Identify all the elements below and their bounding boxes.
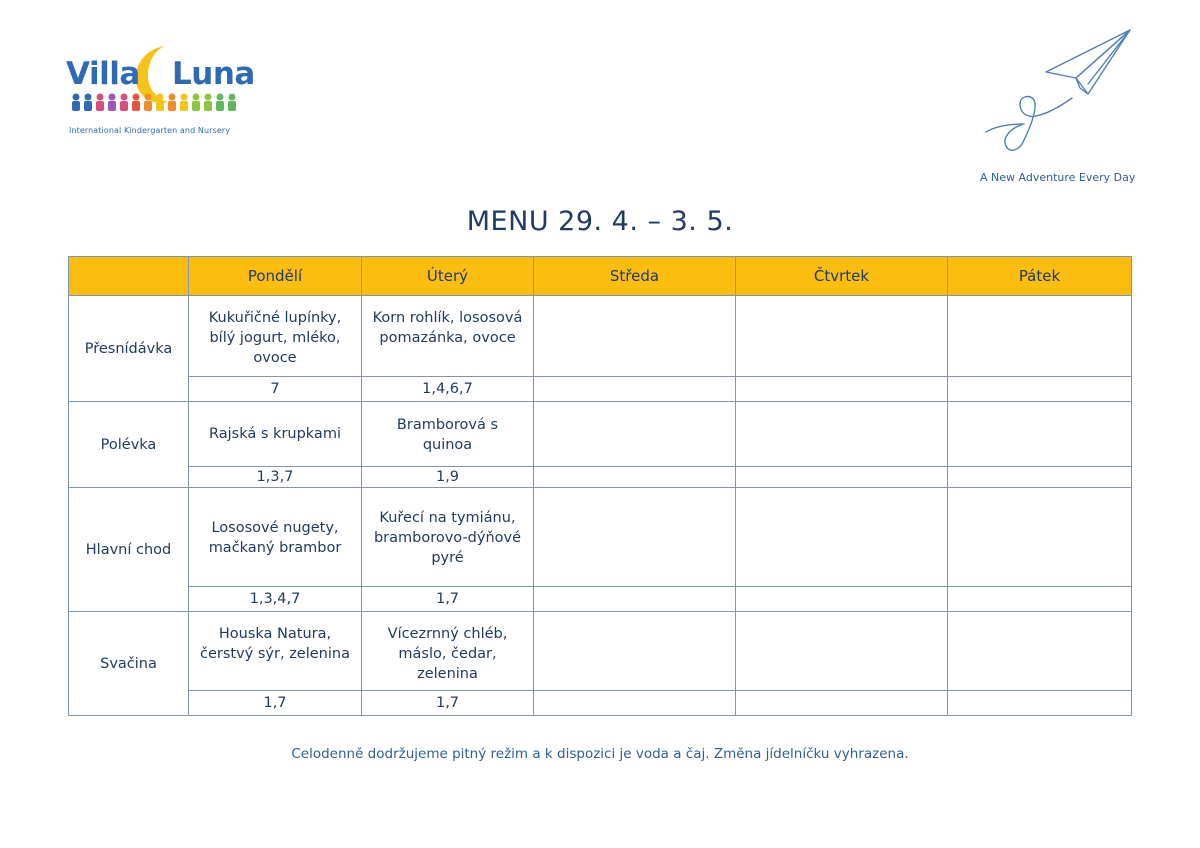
allergen-cell	[736, 467, 948, 488]
menu-cell	[736, 488, 948, 587]
allergen-cell	[948, 467, 1132, 488]
logo-word-luna: Luna	[172, 56, 255, 92]
menu-cell	[534, 402, 736, 467]
menu-table	[68, 256, 1132, 716]
allergen-cell: 1,7	[362, 691, 534, 716]
meal-label: Přesnídávka	[69, 296, 189, 402]
allergen-cell	[736, 377, 948, 402]
meal-label: Svačina	[69, 612, 189, 716]
allergen-cell: 1,3,7	[189, 467, 362, 488]
table-row	[69, 402, 1132, 467]
allergen-cell	[948, 691, 1132, 716]
allergen-cell: 7	[189, 377, 362, 402]
allergen-cell: 1,7	[189, 691, 362, 716]
allergen-row	[69, 587, 1132, 612]
menu-cell: Vícezrnný chléb, máslo, čedar, zelenina	[362, 612, 534, 691]
meal-label: Polévka	[69, 402, 189, 488]
header-day: Středa	[534, 257, 736, 296]
header-day: Pátek	[948, 257, 1132, 296]
villa-luna-logo	[66, 44, 255, 139]
header-day: Pondělí	[189, 257, 362, 296]
menu-cell	[948, 488, 1132, 587]
menu-cell: Lososové nugety, mačkaný brambor	[189, 488, 362, 587]
allergen-cell	[948, 587, 1132, 612]
menu-cell: Kukuřičné lupínky, bílý jogurt, mléko, ovoce	[189, 296, 362, 377]
menu-cell	[948, 402, 1132, 467]
paper-plane-icon	[980, 28, 1140, 160]
allergen-cell: 1,7	[362, 587, 534, 612]
menu-cell	[736, 612, 948, 691]
menu-cell	[948, 612, 1132, 691]
logo-tagline: International Kindergarten and Nursery	[69, 126, 231, 135]
menu-cell	[948, 296, 1132, 377]
menu-cell: Rajská s krupkami	[189, 402, 362, 467]
allergen-cell	[736, 691, 948, 716]
allergen-row	[69, 691, 1132, 716]
meal-label: Hlavní chod	[69, 488, 189, 612]
allergen-cell	[534, 587, 736, 612]
allergen-cell	[948, 377, 1132, 402]
header-corner	[69, 257, 189, 296]
menu-cell: Bramborová s quinoa	[362, 402, 534, 467]
table-row	[69, 612, 1132, 691]
page-title: MENU 29. 4. – 3. 5.	[466, 206, 734, 237]
footnote: Celodenně dodržujeme pitný režim a k dispozici je voda a čaj. Změna jídelníčku vyhrazena.	[291, 746, 909, 762]
table-row	[69, 296, 1132, 377]
slogan: A New Adventure Every Day	[980, 171, 1136, 184]
table-header-row	[69, 257, 1132, 296]
table-row	[69, 488, 1132, 587]
header-day: Úterý	[362, 257, 534, 296]
logo-word-villa: Villa	[66, 56, 140, 92]
menu-cell	[736, 296, 948, 377]
menu-cell: Kuřecí na tymiánu, bramborovo-dýňové pyré	[362, 488, 534, 587]
allergen-cell: 1,4,6,7	[362, 377, 534, 402]
menu-cell	[534, 488, 736, 587]
menu-cell: Korn rohlík, lososová pomazánka, ovoce	[362, 296, 534, 377]
children-icon	[70, 92, 240, 118]
menu-cell	[534, 296, 736, 377]
allergen-row	[69, 467, 1132, 488]
allergen-cell	[534, 691, 736, 716]
allergen-cell: 1,3,4,7	[189, 587, 362, 612]
allergen-cell: 1,9	[362, 467, 534, 488]
menu-cell: Houska Natura, čerstvý sýr, zelenina	[189, 612, 362, 691]
allergen-cell	[534, 377, 736, 402]
menu-cell	[534, 612, 736, 691]
allergen-cell	[736, 587, 948, 612]
menu-cell	[736, 402, 948, 467]
allergen-cell	[534, 467, 736, 488]
allergen-row	[69, 377, 1132, 402]
header-day: Čtvrtek	[736, 257, 948, 296]
